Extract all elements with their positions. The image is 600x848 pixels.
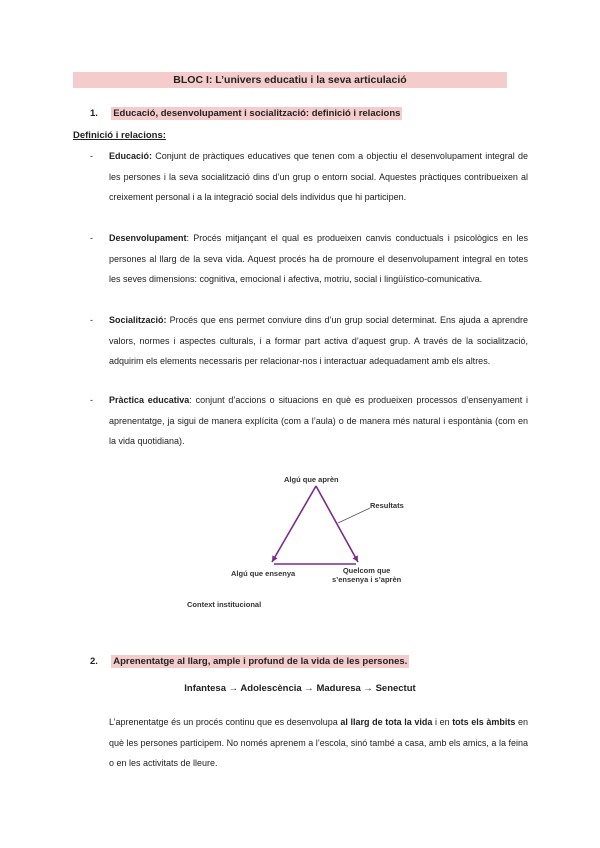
section-2-title: Aprenentatge al llarg, ample i profund de la vida de les persones. (113, 656, 408, 667)
section-2-number: 2. (90, 656, 98, 667)
label-quelcom-line1: Quelcom que (342, 566, 391, 575)
section-1-title: Educació, desenvolupament i socialització: definició i relacions (113, 108, 401, 119)
definition-term: Desenvolupament (109, 233, 187, 243)
definition-term: Educació: (109, 151, 153, 161)
label-algu-que-apren: Algú que aprèn (284, 475, 339, 484)
dash-bullet: - (90, 151, 93, 161)
label-resultats: Resultats (370, 501, 404, 510)
paragraph-text: en què les persones participem. No només aprenem a l’escola, sinó també a casa, amb els amics, a la feina o en les activitats de lleure. (109, 717, 528, 768)
educational-triangle-diagram (180, 468, 440, 618)
label-quelcom-que (332, 566, 401, 584)
dash-bullet: - (90, 233, 93, 243)
definition-text: : Procés mitjançant el qual es produeixen canvis conductuals i psicològics en les persones al llarg de la seva vida. Aquest procés ha de promoure el desenvolupament integral en totes les seves dimensions: cognitiva, emocional i afectiva, motriu, social i lingüístico-comunicativa. (109, 233, 528, 284)
definition-text: Conjunt de pràctiques educatives que tenen com a objectiu el desenvolupament integral de les persones i la seva socialització dins d’un grup o entorn social. Aquestes pràctiques contribueixen al creixement personal i a la integració social dels individus que hi participen. (109, 151, 528, 202)
paragraph-text: L’aprenentatge és un procés continu que es desenvolupa (109, 717, 341, 727)
label-algu-que-ensenya: Algú que ensenya (231, 569, 296, 578)
definition-practica-educativa (90, 390, 528, 452)
paragraph-text: i en (432, 717, 453, 727)
paragraph-bold: tots els àmbits (452, 717, 516, 727)
triangle-left-edge (272, 486, 316, 562)
results-pointer (338, 508, 370, 523)
subheading-definitions: Definició i relacions: (73, 130, 166, 141)
triangle-right-edge (316, 486, 358, 562)
definition-text: : conjunt d’accions o situacions en què es produeixen processos d’ensenyament i aprenentatge, ja sigui de manera explícita (com a l’aula) o de manera més natural i espontània (com en la vida quotidiana). (109, 395, 529, 446)
definition-desenvolupament (90, 228, 528, 290)
dash-bullet: - (90, 395, 93, 405)
section-2-heading (90, 656, 409, 667)
definition-educacio (90, 146, 528, 208)
label-quelcom-line2: s’ensenya i s’aprèn (332, 575, 402, 584)
lifelong-learning-paragraph (109, 712, 528, 774)
definition-text: Procés que ens permet conviure dins d’un grup social determinat. Ens ajuda a aprendre valors, normes i aspectes culturals, i a formar part activa d’aquest grup. A través de la socialització, adquirim els elements necessaris per relacionar-nos i interactuar adequadament amb els altres. (109, 315, 528, 366)
dash-bullet: - (90, 315, 93, 325)
definition-term: Pràctica educativa (109, 395, 190, 405)
section-1-number: 1. (90, 108, 98, 119)
page-title: BLOC I: L’univers educatiu i la seva articulació (73, 72, 507, 88)
definition-socialitzacio (90, 310, 528, 372)
triangle-svg (180, 468, 440, 618)
paragraph-bold: al llarg de tota la vida (340, 717, 433, 727)
section-1-heading (90, 108, 402, 119)
label-context-institucional: Context institucional (187, 600, 262, 609)
life-stages: Infantesa → Adolescència → Maduresa → Senectut (184, 683, 416, 694)
definition-term: Socialització: (109, 315, 167, 325)
